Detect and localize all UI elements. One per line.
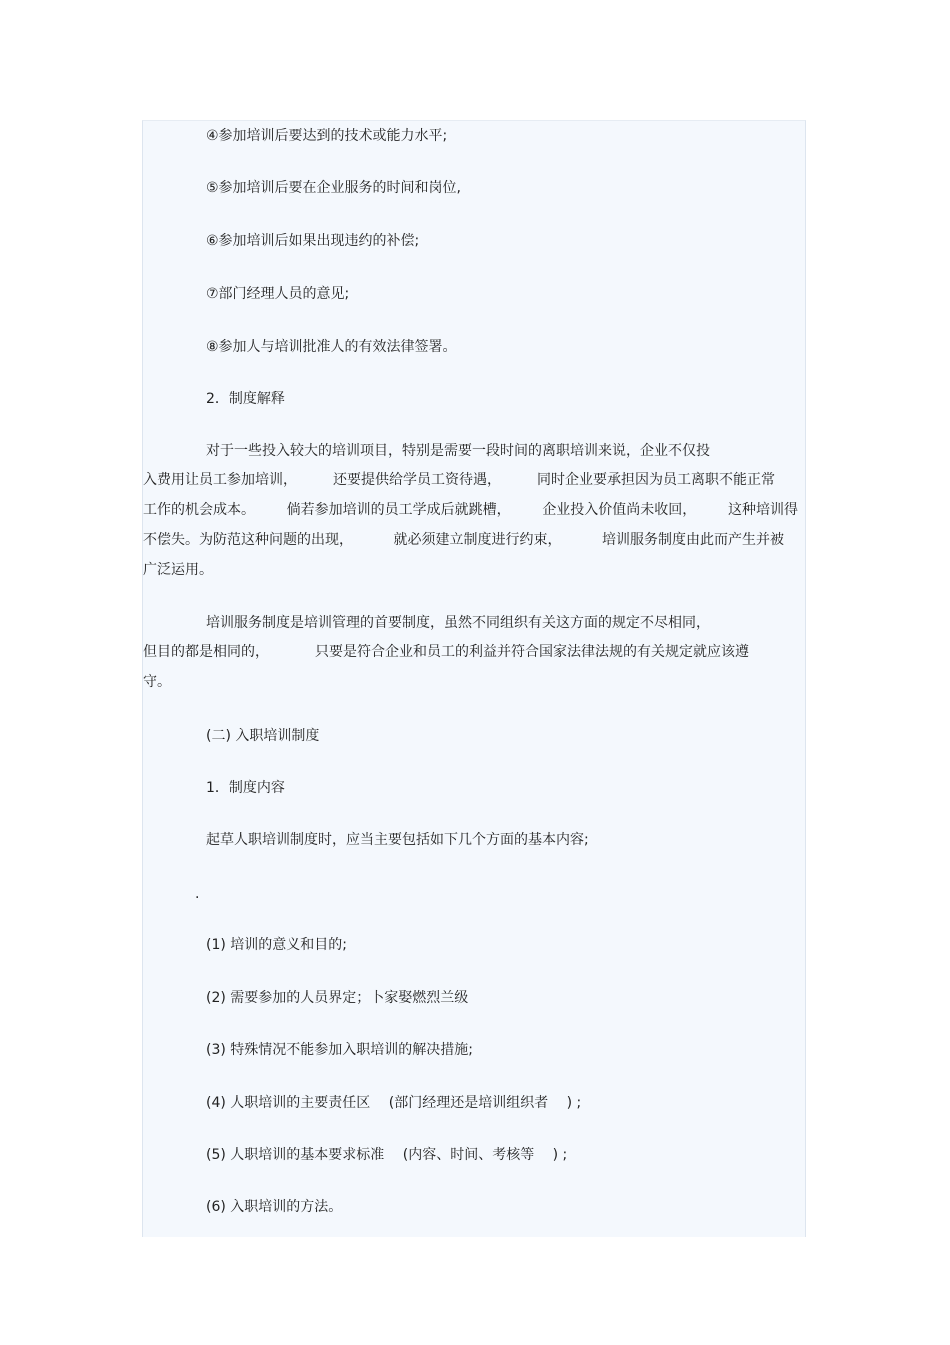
text-segment: 企业投入价值尚未收回，: [542, 502, 697, 518]
list-item: ⑧参加人与培训批准人的有效法律签署。: [206, 339, 457, 355]
text-segment: 培训服务制度由此而产生并被: [602, 532, 784, 548]
subheading-content: 1．制度内容: [206, 780, 285, 796]
paragraph-line: [143, 642, 749, 662]
text-segment: 不偿失。为防范这种问题的出现，: [143, 532, 353, 548]
list-item: ⑥参加培训后如果出现违约的补偿;: [206, 233, 420, 249]
list-item: (2) 需要参加的人员界定；卜家娶燃烈兰级: [206, 990, 469, 1006]
subheading-explain: 2．制度解释: [206, 391, 285, 407]
list-item: (1) 培训的意义和目的;: [206, 937, 347, 953]
paragraph-line: 培训服务制度是培训管理的首要制度，虽然不同组织有关这方面的规定不尽相同，: [206, 615, 710, 631]
text-segment: 倘若参加培训的员工学成后就跳槽，: [286, 502, 511, 518]
paragraph-line: [143, 470, 775, 490]
text-segment: 同时企业要承担因为员工离职不能正常: [537, 472, 775, 488]
text-segment: 这种培训得: [727, 502, 798, 518]
list-item: ④参加培训后要达到的技术或能力水平;: [206, 128, 448, 144]
text-segment: 还要提供给学员工资待遇，: [333, 472, 501, 488]
list-item: ⑦部门经理人员的意见;: [206, 286, 350, 302]
list-item: (5) 人职培训的基本要求标准 (内容、时间、考核等 ) ;: [206, 1147, 568, 1163]
paragraph-line: [143, 530, 784, 550]
stray-dot: .: [195, 886, 200, 902]
list-item: (3) 特殊情况不能参加入职培训的解决措施;: [206, 1042, 473, 1058]
text-segment: 只要是符合企业和员工的利益并符合国家法律法规的有关规定就应该遵: [315, 644, 749, 660]
paragraph-line: [143, 500, 798, 520]
text-segment: 但目的都是相同的，: [143, 644, 269, 660]
list-item: ⑤参加培训后要在企业服务的时间和岗位,: [206, 180, 461, 196]
paragraph-line: 对于一些投入较大的培训项目，特别是需要一段时间的离职培训来说，企业不仅投: [206, 443, 710, 459]
text-segment: 就必须建立制度进行约束，: [393, 532, 562, 548]
text-segment: 入费用让员工参加培训，: [143, 472, 297, 488]
list-item: (4) 人职培训的主要责任区 (部门经理还是培训组织者 ) ;: [206, 1095, 582, 1111]
list-item: (6) 入职培训的方法。: [206, 1199, 343, 1215]
section-title: (二) 入职培训制度: [206, 728, 320, 744]
paragraph-line: 守。: [143, 674, 171, 690]
paragraph-line: 广泛运用。: [143, 562, 213, 578]
intro-line: 起草人职培训制度时，应当主要包括如下几个方面的基本内容;: [206, 832, 589, 848]
text-segment: 工作的机会成本。: [143, 502, 255, 518]
